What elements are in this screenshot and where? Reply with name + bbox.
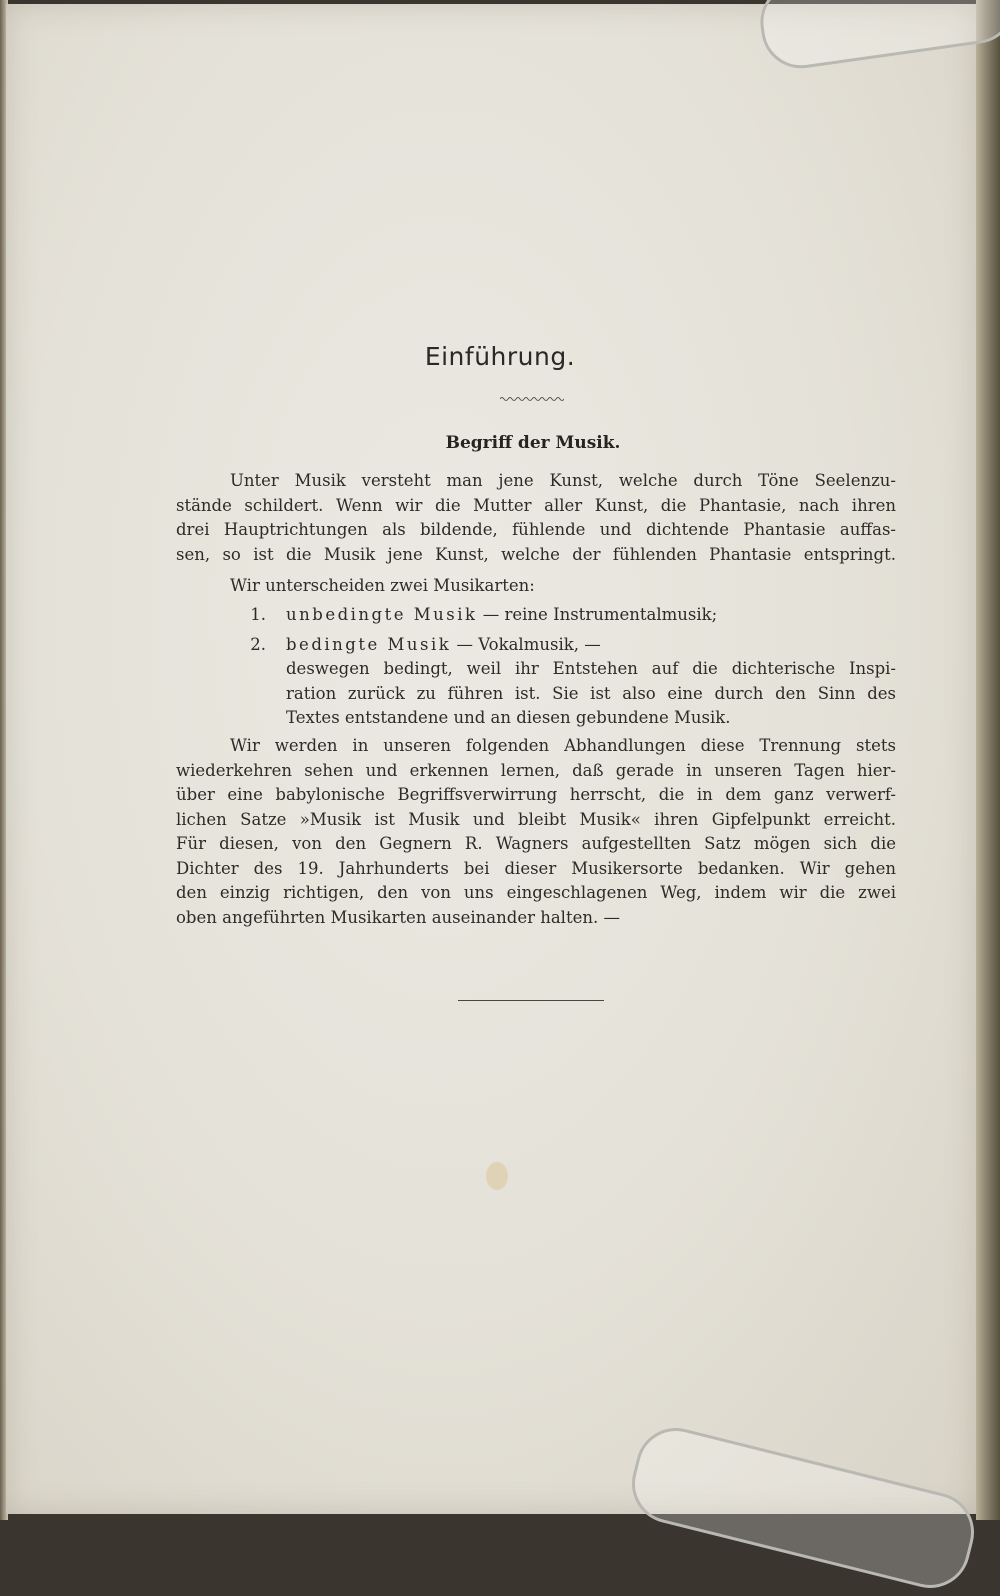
list-item: [176, 603, 896, 628]
list-item: [176, 633, 896, 658]
text-line: Unter Musik versteht man jene Kunst, welche durch Töne Seelenzu-: [230, 471, 896, 490]
text-line: wiederkehren sehen und erkennen lernen, daß gerade in unseren Tagen hier-: [176, 760, 896, 780]
paragraph-separation: [176, 734, 896, 930]
music-types-list: [176, 603, 896, 731]
text-line: den einzig richtigen, den von uns eingeschlagenen Weg, indem wir die zwei: [176, 883, 896, 902]
paper-stain: [486, 1162, 508, 1190]
text-line: sen, so ist die Musik jene Kunst, welche der fühlenden Phantasie entspringt.: [176, 544, 896, 564]
list-continuation-line: Textes entstandene und an diesen gebundene Musik.: [286, 708, 731, 727]
paragraph-definition: [176, 469, 896, 567]
text-line: stände schildert. Wenn wir die Mutter aller Kunst, die Phantasie, nach ihren: [176, 495, 896, 515]
paragraph-types-intro: [176, 574, 896, 599]
text-line: Wir unterscheiden zwei Musikarten:: [230, 576, 535, 595]
ornament-divider: [500, 396, 564, 402]
text-line: über eine babylonische Begriffsverwirrung herrscht, die in dem ganz verwerf-: [176, 785, 896, 804]
chapter-heading: Einführung.: [424, 342, 576, 371]
text-line: drei Hauptrichtungen als bildende, fühlende und dichtende Phantasie auffas-: [176, 520, 896, 539]
text-line: Für diesen, von den Gegnern R. Wagners aufgestellten Satz mögen sich die: [176, 834, 896, 853]
list-continuation-line: ration zurück zu führen ist. Sie ist also eine durch den Sinn des: [286, 683, 896, 703]
list-number: 1.: [250, 605, 266, 624]
text-line: oben angeführten Musikarten auseinander halten. —: [176, 907, 620, 927]
list-continuation-line: deswegen bedingt, weil ihr Entstehen auf die dichterische Inspi-: [286, 659, 896, 678]
list-description: — Vokalmusik, —: [451, 634, 601, 654]
closing-rule: [458, 1000, 604, 1001]
text-line: lichen Satze »Musik ist Musik und bleibt Musik« ihren Gipfelpunkt erreicht.: [176, 809, 896, 829]
book-spine-edge: [976, 0, 1000, 1520]
list-description: — reine Instrumentalmusik;: [477, 605, 718, 624]
list-term: unbedingte Musik: [286, 605, 478, 624]
list-number: 2.: [250, 634, 266, 654]
text-line: Wir werden in unseren folgenden Abhandlungen diese Trennung stets: [230, 736, 896, 755]
text-line: Dichter des 19. Jahrhunderts bei dieser Musikersorte bedanken. Wir gehen: [176, 858, 896, 878]
list-term: bedingte Musik: [286, 634, 452, 654]
section-heading: Begriff der Musik.: [445, 433, 621, 453]
